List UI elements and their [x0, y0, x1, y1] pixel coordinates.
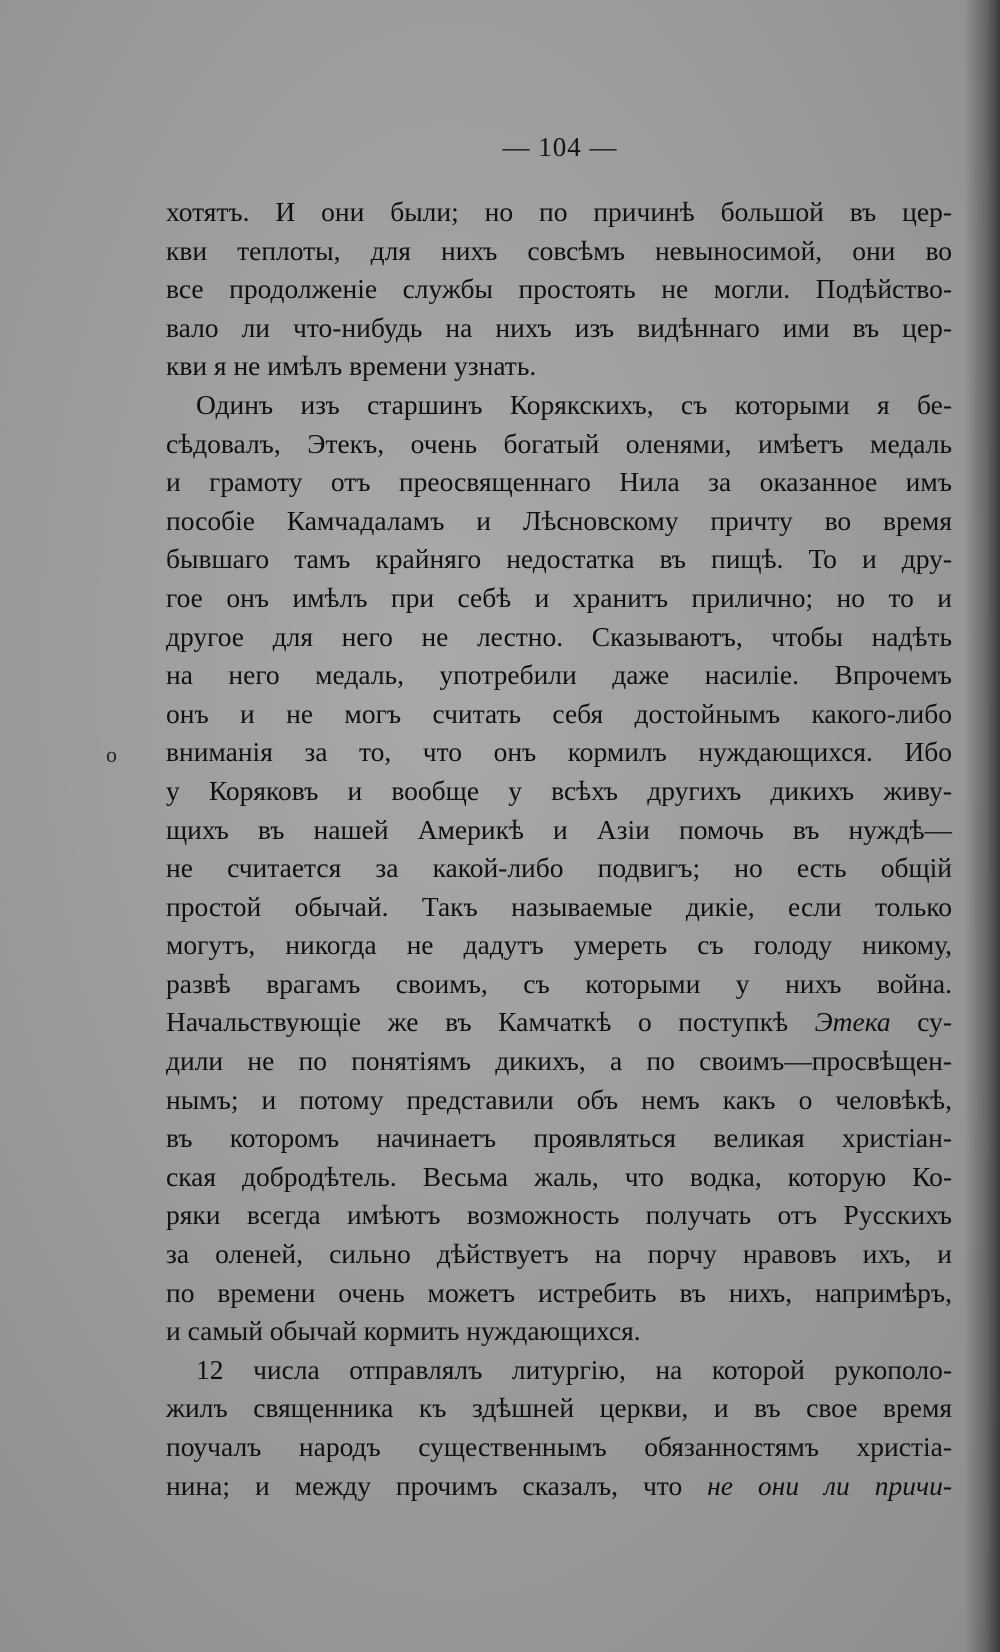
text-line: въ которомъ начинаетъ проявляться великая христіан- — [166, 1122, 952, 1154]
text-line: другое для него не лестно. Сказываютъ, чтобы надѣть — [166, 620, 952, 652]
text-line: развѣ врагамъ своимъ, съ которыми у нихъ война. — [166, 967, 952, 999]
text-line: онъ и не могъ считать себя достойнымъ какого-либо — [166, 697, 952, 729]
text-line: не считается за какой-либо подвигъ; но есть общій — [166, 852, 952, 884]
text-line: нина; и между прочимъ сказалъ, что не они ли причи- — [166, 1469, 952, 1501]
text-line: дили не по понятіямъ дикихъ, а по своимъ—просвѣщен- — [166, 1045, 952, 1077]
text-line: кви я не имѣлъ времени узнать. — [166, 350, 537, 382]
text-line: гое онъ имѣлъ при себѣ и хранитъ прилично; но то и — [166, 581, 952, 613]
text-line: ряки всегда имѣютъ возможность получать отъ Русскихъ — [166, 1199, 952, 1231]
text-line: по времени очень можетъ истребить въ нихъ, напримѣръ, — [166, 1276, 952, 1308]
body-text — [166, 193, 952, 1505]
italic-phrase: не они ли причи- — [707, 1469, 952, 1501]
text-line: ская добродѣтель. Весьма жаль, что водка, которую Ко- — [166, 1160, 952, 1192]
text-line: и самый обычай кормить нуждающихся. — [166, 1315, 641, 1347]
text-line: все продолженіе службы простоять не могли. Подѣйство- — [166, 273, 952, 305]
text-line: кви теплоты, для нихъ совсѣмъ невыносимой, они во — [166, 234, 952, 266]
text-line: 12 числа отправлялъ литургію, на которой рукополо- — [196, 1353, 952, 1385]
text-line: вниманія за то, что онъ кормилъ нуждающихся. Ибо — [166, 736, 952, 768]
text-line: за оленей, сильно дѣйствуетъ на порчу нравовъ ихъ, и — [166, 1238, 952, 1270]
text-line: нымъ; и потому представили объ немъ какъ о человѣкѣ, — [166, 1083, 952, 1115]
text-line: хотятъ. И они были; но по причинѣ большой въ цер- — [166, 196, 952, 227]
text-line: могутъ, никогда не дадутъ умереть съ голоду никому, — [166, 929, 952, 961]
text-line: щихъ въ нашей Америкѣ и Азіи помочь въ нуждѣ— — [166, 813, 952, 845]
text-line: бывшаго тамъ крайняго недостатка въ пищѣ. То и дру- — [166, 543, 952, 575]
text-line: пособіе Камчадаламъ и Лѣсновскому причту во время — [166, 504, 952, 536]
text-line: сѣдовалъ, Этекъ, очень богатый оленями, имѣетъ медаль — [166, 427, 952, 459]
text-line: жилъ священника къ здѣшней церкви, и въ свое время — [166, 1392, 952, 1424]
text-line: Одинъ изъ старшинъ Корякскихъ, съ которыми я бе- — [196, 388, 952, 420]
text-line: у Коряковъ и вообще у всѣхъ другихъ дикихъ живу- — [166, 774, 952, 806]
page-number: — 104 — — [502, 132, 618, 162]
page-edge-shadow — [964, 0, 1000, 1652]
text-line: вало ли что-нибудь на нихъ изъ видѣннаго ими въ цер- — [166, 311, 952, 343]
text-line: поучалъ народъ существеннымъ обязанностямъ христіа- — [166, 1431, 952, 1462]
margin-mark: о — [106, 742, 117, 767]
italic-phrase: Этека — [814, 1006, 891, 1038]
text-line: Начальствующіе же въ Камчаткѣ о поступкѣ Этека су- — [166, 1006, 952, 1038]
text-line: и грамоту отъ преосвященнаго Нила за оказанное имъ — [166, 466, 952, 498]
text-line: простой обычай. Такъ называемые дикіе, если только — [166, 890, 952, 922]
text-line: на него медаль, употребили даже насиліе. Впрочемъ — [166, 659, 952, 691]
